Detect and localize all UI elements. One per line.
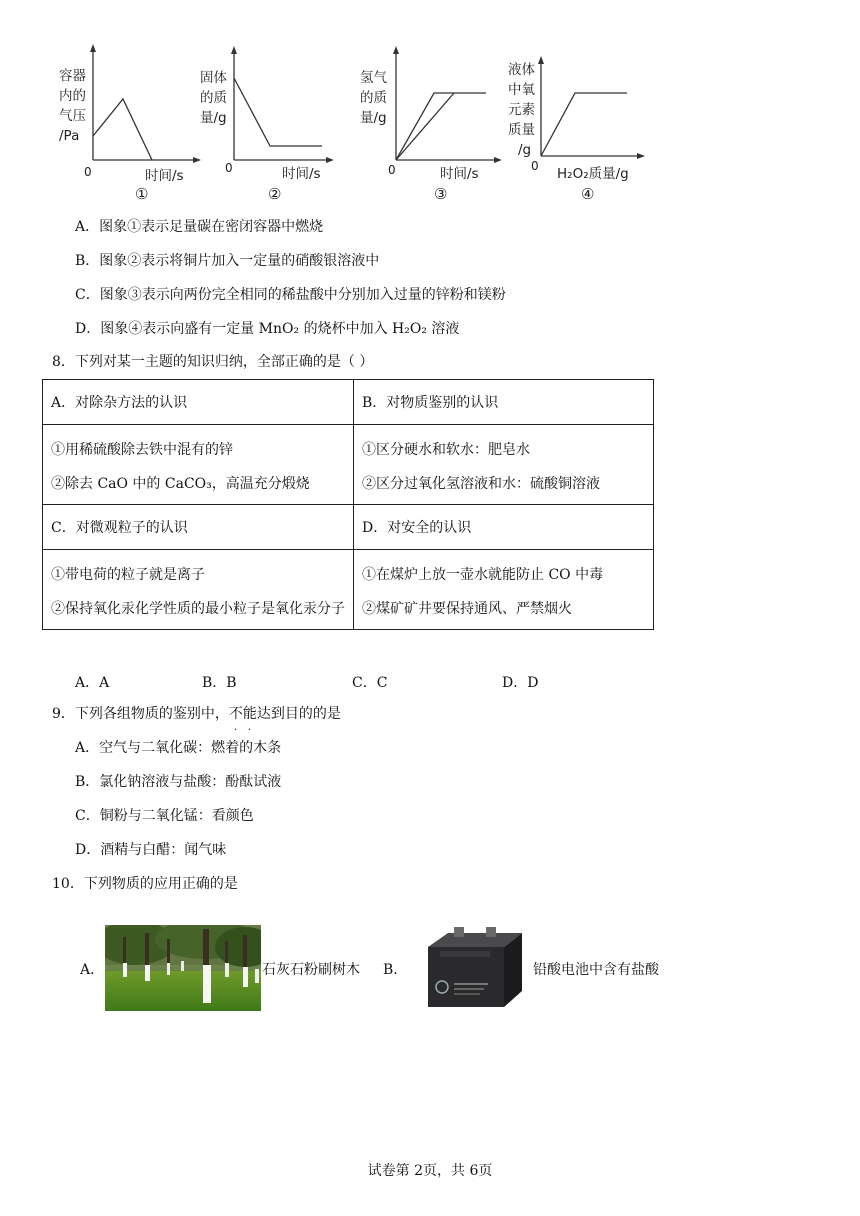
graph-3-number: ③ bbox=[434, 185, 448, 203]
emphasis-dot-1: 不 · bbox=[228, 706, 243, 736]
q7-option-c[interactable]: C．图象③表示向两份完全相同的稀盐酸中分别加入过量的锌粉和镁粉 bbox=[75, 287, 506, 303]
graph-1-xlabel: 时间/s bbox=[145, 168, 184, 184]
graph-1-number: ① bbox=[135, 185, 149, 203]
graph-1-origin: 0 bbox=[84, 165, 92, 179]
table-cell-b-body: ①区分硬水和软水：肥皂水 ②区分过氧化氢溶液和水：硫酸铜溶液 bbox=[354, 425, 654, 505]
q8-choice-b[interactable]: B．B bbox=[202, 675, 237, 691]
lead-acid-battery-image bbox=[418, 925, 530, 1013]
table-cell-c-head: C．对微观粒子的认识 bbox=[43, 505, 354, 550]
table-cell-a-head: A．对除杂方法的认识 bbox=[43, 380, 354, 425]
q10-stem: 10．下列物质的应用正确的是 bbox=[52, 876, 238, 892]
q8-choice-d[interactable]: D．D bbox=[502, 675, 539, 691]
q9-option-b[interactable]: B．氯化钠溶液与盐酸：酚酞试液 bbox=[75, 774, 282, 790]
q9-option-a[interactable]: A．空气与二氧化碳：燃着的木条 bbox=[75, 740, 282, 756]
q7-option-d[interactable]: D．图象④表示向盛有一定量 MnO₂ 的烧杯中加入 H₂O₂ 溶液 bbox=[75, 321, 460, 337]
q7-option-a[interactable]: A．图象①表示足量碳在密闭容器中燃烧 bbox=[75, 219, 324, 235]
graph-3 bbox=[358, 38, 508, 208]
graph-2-xlabel: 时间/s bbox=[282, 166, 321, 182]
graph-2-number: ② bbox=[268, 185, 282, 203]
graph-4-ylabel: 液体 中氧 元素 质量 /g bbox=[508, 62, 535, 158]
table-cell-c-body: ①带电荷的粒子就是离子 ②保持氧化汞化学性质的最小粒子是氧化汞分子 bbox=[43, 550, 354, 630]
table-cell-a-body: ①用稀硫酸除去铁中混有的锌 ②除去 CaO 中的 CaCO₃，高温充分煅烧 bbox=[43, 425, 354, 505]
graph-3-plot bbox=[358, 38, 508, 178]
q9-stem: 9．下列各组物质的鉴别中，不 · 能 · 达到目的的是 bbox=[52, 706, 341, 736]
q10-option-b-label[interactable]: B． bbox=[383, 962, 408, 978]
q7-option-b[interactable]: B．图象②表示将铜片加入一定量的硝酸银溶液中 bbox=[75, 253, 380, 269]
whitewashed-trees-image bbox=[105, 925, 261, 1011]
page-footer: 试卷第 2页，共 6页 bbox=[367, 1163, 493, 1179]
graph-1-plot bbox=[55, 38, 205, 178]
q9-option-d[interactable]: D．酒精与白醋：闻气味 bbox=[75, 842, 227, 858]
table-cell-b-head: B．对物质鉴别的认识 bbox=[354, 380, 654, 425]
graph-2-origin: 0 bbox=[225, 161, 233, 175]
graph-2 bbox=[198, 38, 348, 208]
q8-choice-a[interactable]: A．A bbox=[75, 675, 110, 691]
graph-4-origin: 0 bbox=[531, 159, 539, 173]
q10-option-a-label[interactable]: A． bbox=[80, 962, 105, 978]
q8-stem: 8．下列对某一主题的知识归纳，全部正确的是（ ） bbox=[52, 354, 374, 370]
table-cell-d-head: D．对安全的认识 bbox=[354, 505, 654, 550]
q10-option-a-text[interactable]: 石灰石粉刷树木 bbox=[262, 962, 360, 978]
graph-4-xlabel: H₂O₂质量/g bbox=[557, 166, 629, 182]
q8-choice-c[interactable]: C．C bbox=[352, 675, 388, 691]
graph-1 bbox=[55, 38, 205, 208]
q10-option-b-text[interactable]: 铅酸电池中含有盐酸 bbox=[533, 962, 659, 978]
q8-knowledge-table bbox=[42, 379, 654, 630]
table-cell-d-body: ①在煤炉上放一壶水就能防止 CO 中毒 ②煤矿矿井要保持通风、严禁烟火 bbox=[354, 550, 654, 630]
graph-3-ylabel: 氢气 的质 量/g bbox=[360, 70, 387, 126]
q9-option-c[interactable]: C．铜粉与二氧化锰：看颜色 bbox=[75, 808, 254, 824]
graph-1-ylabel: 容器 内的 气压 /Pa bbox=[59, 68, 86, 144]
graph-3-xlabel: 时间/s bbox=[440, 166, 479, 182]
graph-2-plot bbox=[198, 38, 348, 178]
graph-4 bbox=[505, 38, 655, 208]
graph-2-ylabel: 固体 的质 量/g bbox=[200, 70, 227, 126]
graph-3-origin: 0 bbox=[388, 163, 396, 177]
emphasis-dot-2: 能 · bbox=[242, 706, 257, 736]
graph-4-number: ④ bbox=[581, 185, 595, 203]
graph-4-plot bbox=[505, 38, 655, 178]
